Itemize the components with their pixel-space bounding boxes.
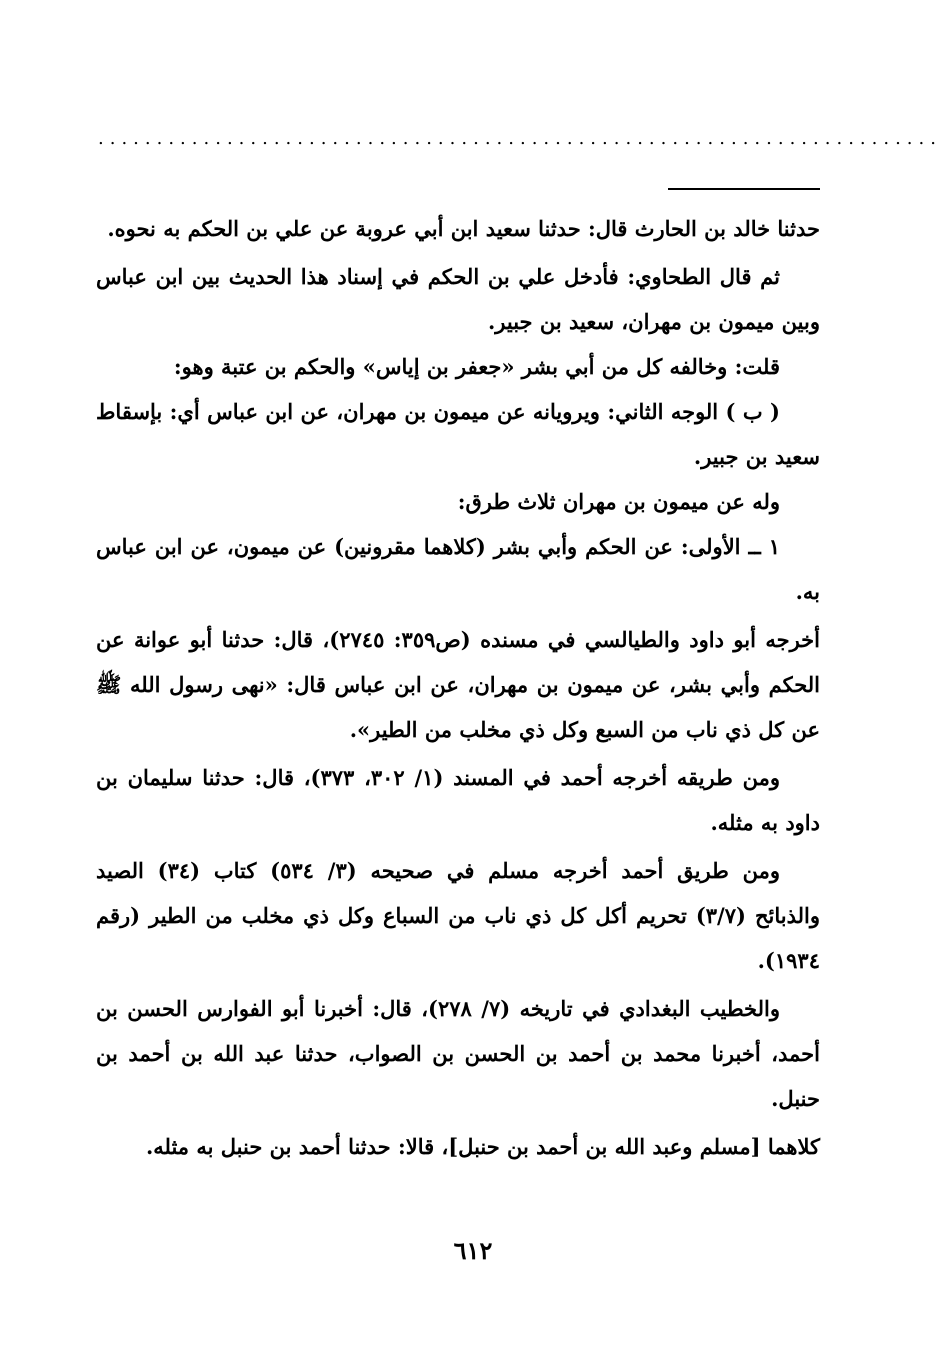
dotted-separator: ........................................................................ xyxy=(98,128,942,149)
paragraph-4: ( ب ) الوجه الثاني: ويرويانه عن ميمون بن مهران، عن ابن عباس أي: بإسقاط سعيد بن جبير. xyxy=(96,399,820,469)
paragraph-9: ومن طريق أحمد أخرجه مسلم في صحيحه (٣/ ٥٣٤) كتاب (٣٤) الصيد والذبائح (٣/٧) تحريم أكل كل ذي ناب من السباع وكل ذي مخلب من الطير (رقم ١٩٣٤). xyxy=(96,858,820,973)
paragraph-11: كلاهما [مسلم وعبد الله بن أحمد بن حنبل]، قالا: حدثنا أحمد بن حنبل به مثله. xyxy=(145,1134,820,1159)
paragraph-6: ١ ــ الأولى: عن الحكم وأبي بشر (كلاهما مقرونين) عن ميمون، عن ابن عباس به. xyxy=(96,534,820,604)
paragraph-2: ثم قال الطحاوي: فأدخل علي بن الحكم في إسناد هذا الحديث بين ابن عباس وبين ميمون بن مهران، سعيد بن جبير. xyxy=(96,264,820,334)
paragraph-1: حدثنا خالد بن الحارث قال: حدثنا سعيد ابن أبي عروبة عن علي بن الحكم به نحوه. xyxy=(107,216,820,241)
footnote-rule xyxy=(668,188,820,190)
paragraph-10: والخطيب البغدادي في تاريخه (٧/ ٢٧٨)، قال: أخبرنا أبو الفوارس الحسن بن أحمد، أخبرنا محمد بن أحمد بن الحسن بن الصواب، حدثنا عبد الله بن أحمد بن حنبل. xyxy=(96,996,820,1111)
body-text xyxy=(96,206,820,1169)
paragraph-8: ومن طريقه أخرجه أحمد في المسند (١/ ٣٠٢، ٣٧٣)، قال: حدثنا سليمان بن داود به مثله. xyxy=(96,765,820,835)
page-number: ٦١٢ xyxy=(453,1236,493,1265)
paragraph-7: أخرجه أبو داود والطيالسي في مسنده (ص٣٥٩: ٢٧٤٥)، قال: حدثنا أبو عوانة عن الحكم وأبي بشر، عن ميمون بن مهران، عن ابن عباس قال: «نهى رسول الله ﷺ عن كل ذي ناب من السبع وكل ذي مخلب من الطير». xyxy=(96,627,820,742)
paragraph-3: قلت: وخالفه كل من أبي بشر «جعفر بن إياس» والحكم بن عتبة وهو: xyxy=(173,354,780,379)
paragraph-5: وله عن ميمون بن مهران ثلاث طرق: xyxy=(457,489,780,514)
